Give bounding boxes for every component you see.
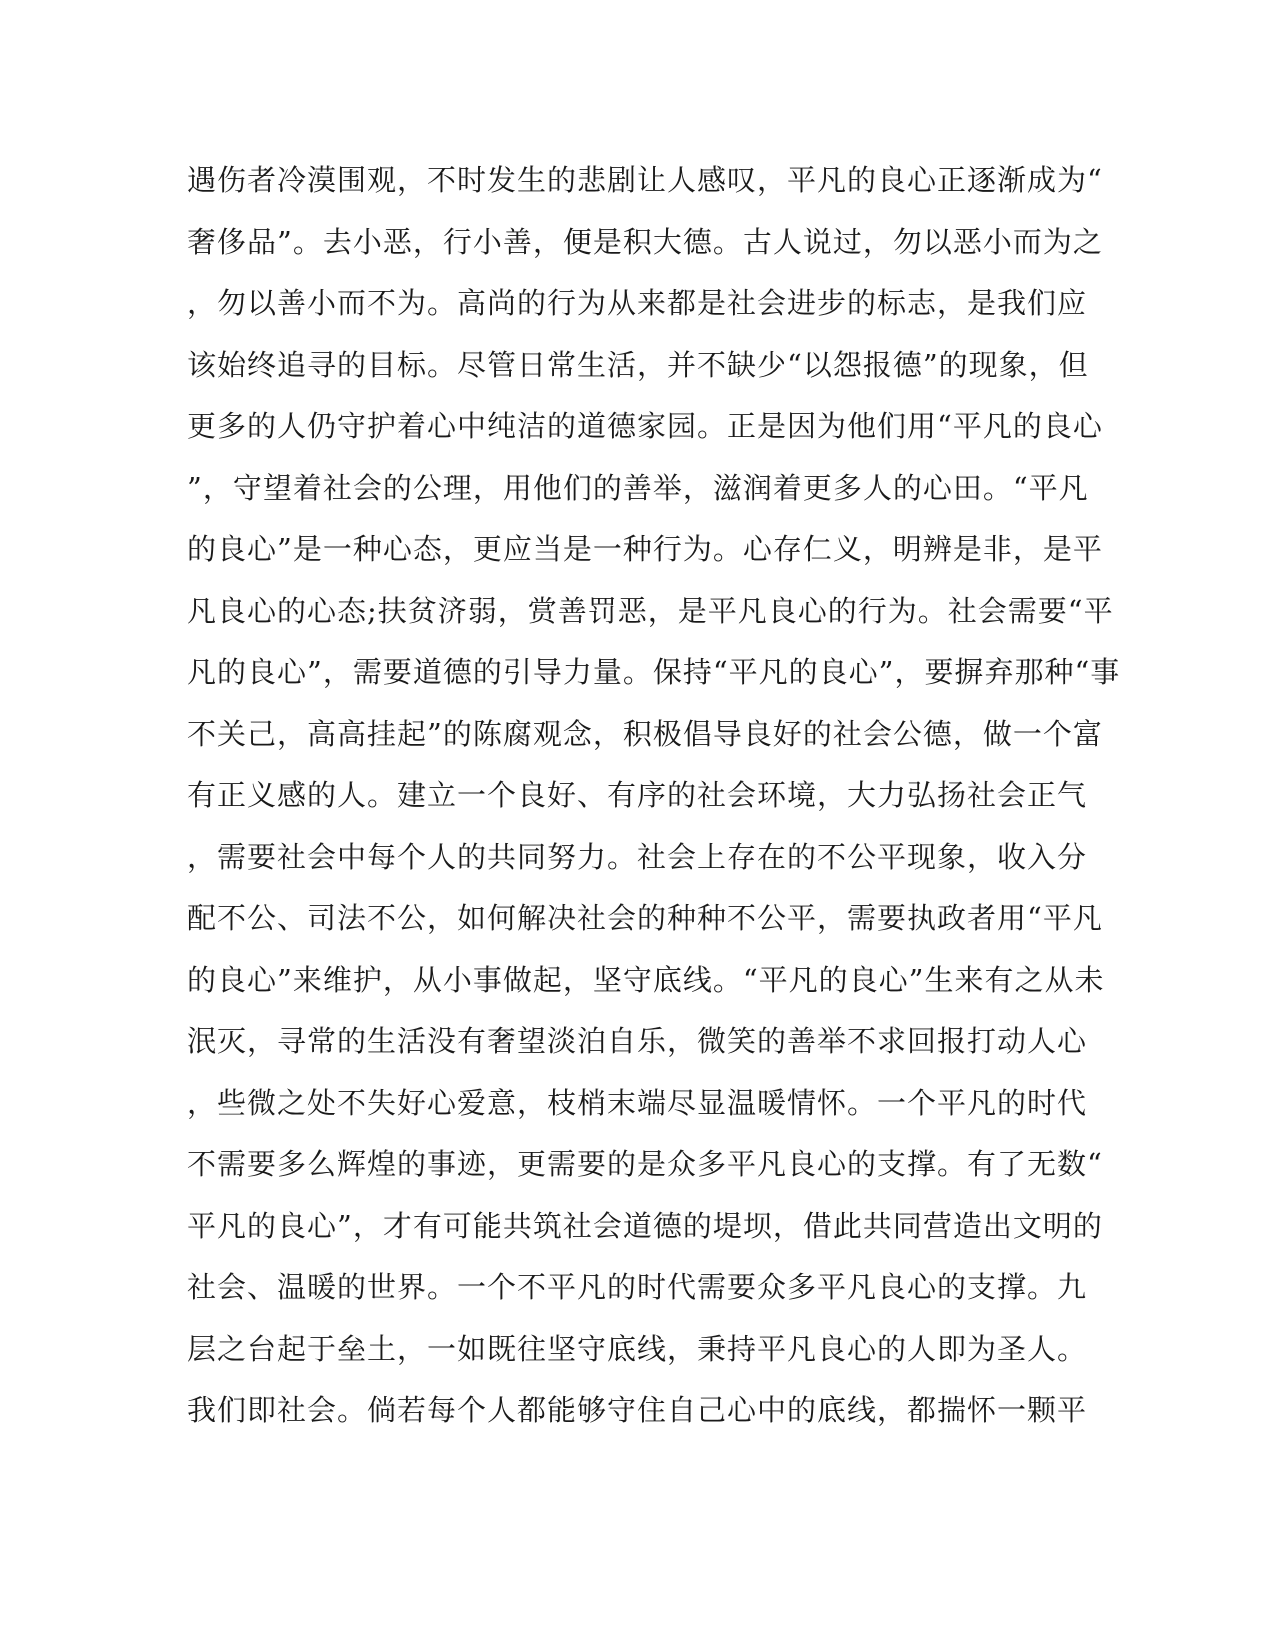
text-line: 奢侈品”。去小恶，行小善，便是积大德。古人说过，勿以恶小而为之 bbox=[187, 224, 1103, 259]
text-line: 凡的良心”，需要道德的引导力量。保持“平凡的良心”，要摒弃那种“事 bbox=[187, 655, 1121, 689]
text-line: 的良心”来维护，从小事做起，坚守底线。“平凡的良心”生来有之从未 bbox=[187, 962, 1105, 997]
text-line: 社会、温暖的世界。一个不平凡的时代需要众多平凡良心的支撑。九 bbox=[187, 1270, 1088, 1304]
text-line: 该始终追寻的目标。尽管日常生活，并不缺少“以怨报德”的现象，但 bbox=[187, 347, 1089, 382]
text-line: ，勿以善小而不为。高尚的行为从来都是社会进步的标志，是我们应 bbox=[187, 286, 1088, 320]
body-text bbox=[187, 158, 1121, 1450]
text-line: 不关己，高高挂起”的陈腐观念，积极倡导良好的社会公德，做一个富 bbox=[187, 716, 1103, 751]
text-line: 遇伤者冷漠围观，不时发生的悲剧让人感叹，平凡的良心正逐渐成为“ bbox=[187, 163, 1103, 197]
text-line: 凡良心的心态;扶贫济弱，赏善罚恶，是平凡良心的行为。社会需要“平 bbox=[187, 593, 1114, 628]
text-line: 层之台起于垒土，一如既往坚守底线，秉持平凡良心的人即为圣人。 bbox=[187, 1331, 1088, 1366]
text-line: ”，守望着社会的公理，用他们的善举，滋润着更多人的心田。“平凡 bbox=[187, 470, 1089, 505]
text-line: 的良心”是一种心态，更应当是一种行为。心存仁义，明辨是非，是平 bbox=[187, 532, 1103, 566]
text-line: 泯灭，寻常的生活没有奢望淡泊自乐，微笑的善举不求回报打动人心 bbox=[187, 1024, 1088, 1058]
text-line: 配不公、司法不公，如何解决社会的种种不公平，需要执政者用“平凡 bbox=[187, 901, 1103, 935]
text-line: 我们即社会。倘若每个人都能够守住自己心中的底线，都揣怀一颗平 bbox=[187, 1393, 1088, 1427]
text-line: 平凡的良心”，才有可能共筑社会道德的堤坝，借此共同营造出文明的 bbox=[187, 1208, 1103, 1243]
text-line: 不需要多么辉煌的事迹，更需要的是众多平凡良心的支撑。有了无数“ bbox=[187, 1147, 1103, 1181]
text-line: ，需要社会中每个人的共同努力。社会上存在的不公平现象，收入分 bbox=[187, 839, 1088, 874]
text-line: 更多的人仍守护着心中纯洁的道德家园。正是因为他们用“平凡的良心 bbox=[187, 409, 1103, 443]
text-line: ，些微之处不失好心爱意，枝梢末端尽显温暖情怀。一个平凡的时代 bbox=[187, 1085, 1088, 1120]
text-line: 有正义感的人。建立一个良好、有序的社会环境，大力弘扬社会正气 bbox=[187, 778, 1088, 812]
